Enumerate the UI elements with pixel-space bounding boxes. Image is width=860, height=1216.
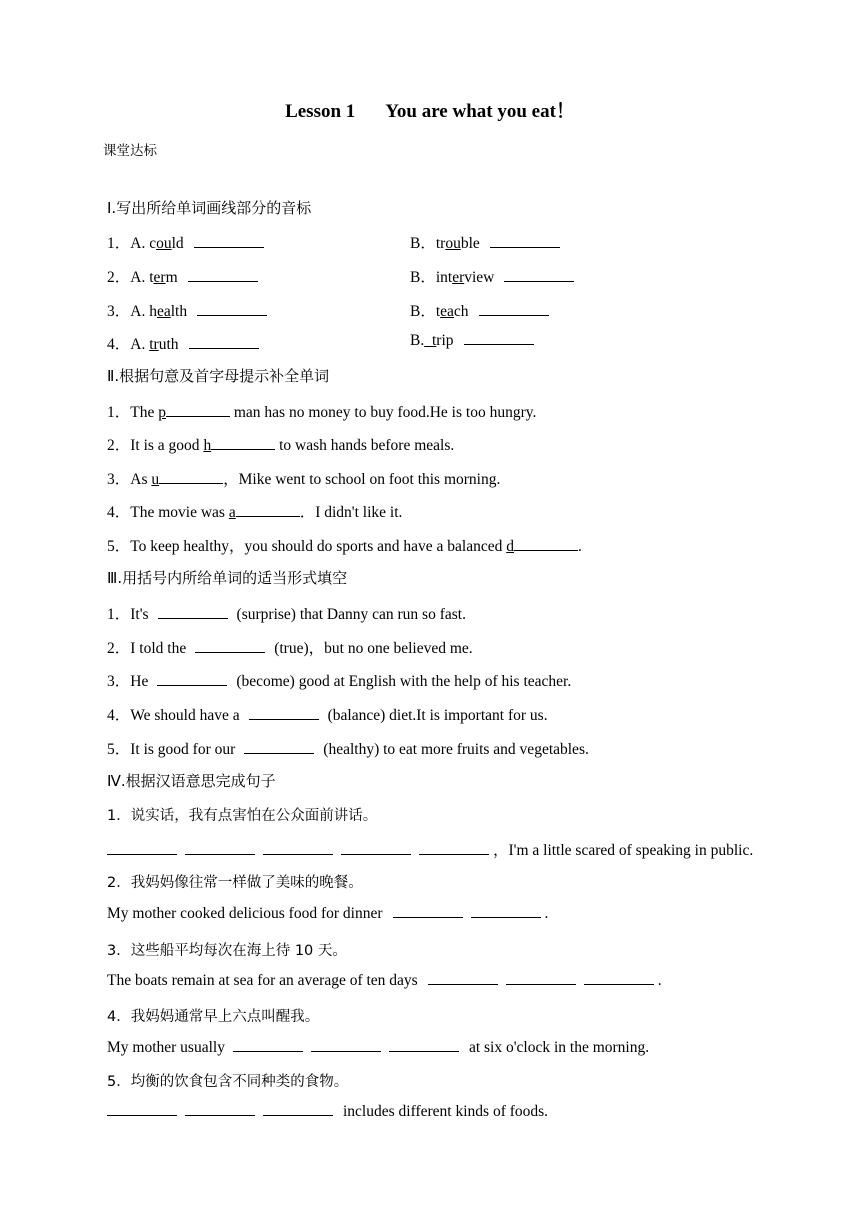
s1-item-1-b: B．trouble <box>410 231 564 253</box>
s4-item-4-english: My mother usually at six o'clock in the morning. <box>107 1039 650 1056</box>
s2-item-1: 1．The p man has no money to buy food.He is too hungry. <box>107 404 537 421</box>
s4-item-2-english: My mother cooked delicious food for dinner . <box>107 905 549 922</box>
s1-item-4-a: 4．A. truth <box>107 332 263 354</box>
s4-item-1-english: ，I'm a little scared of speaking in public. <box>107 838 753 860</box>
lesson-number: Lesson 1 <box>285 101 356 122</box>
s4-item-5-english: includes different kinds of foods. <box>107 1103 548 1121</box>
s1-item-2-b: B．interview <box>410 265 578 287</box>
subtitle: 课堂达标 <box>103 143 157 159</box>
s3-item-1: 1．It's (surprise) that Danny can run so fast. <box>107 606 466 623</box>
s2-item-3: 3．As u ，Mike went to school on foot this morning. <box>107 471 501 488</box>
s4-item-3-english: The boats remain at sea for an average of ten days . <box>107 972 662 989</box>
section-4-heading: Ⅳ.根据汉语意思完成句子 <box>107 772 276 790</box>
page-title <box>0 96 860 123</box>
section-2-heading: Ⅱ.根据句意及首字母提示补全单词 <box>107 367 330 385</box>
s2-item-5: 5．To keep healthy，you should do sports and have a balanced d . <box>107 538 582 555</box>
s1-item-3-b: B．teach <box>410 299 553 321</box>
s1-item-2-a: 2．A. term <box>107 265 262 287</box>
s2-item-2: 2．It is a good h to wash hands before meals. <box>107 437 455 454</box>
s3-item-4: 4．We should have a (balance) diet.It is important for us. <box>107 707 548 724</box>
lesson-topic: You are what you eat！ <box>385 101 575 122</box>
s1-item-4-b: B. trip <box>410 332 538 350</box>
s4-item-5-chinese: 5．均衡的饮食包含不同种类的食物。 <box>107 1074 349 1090</box>
s3-item-3: 3．He (become) good at English with the help of his teacher. <box>107 673 572 690</box>
s1-item-3-a: 3．A. health <box>107 299 271 321</box>
s4-item-1-chinese: 1．说实话，我有点害怕在公众面前讲话。 <box>107 808 378 824</box>
section-3-heading: Ⅲ.用括号内所给单词的适当形式填空 <box>107 569 348 587</box>
s2-item-4: 4．The movie was a ．I didn't like it. <box>107 504 403 521</box>
s1-item-1-a: 1．A. could <box>107 231 268 253</box>
s4-item-3-chinese: 3．这些船平均每次在海上待 10 天。 <box>107 943 347 959</box>
s3-item-2: 2．I told the (true)，but no one believed me. <box>107 640 473 657</box>
section-1-heading: Ⅰ.写出所给单词画线部分的音标 <box>107 199 312 217</box>
s4-item-2-chinese: 2．我妈妈像往常一样做了美味的晚餐。 <box>107 875 363 891</box>
s4-item-4-chinese: 4．我妈妈通常早上六点叫醒我。 <box>107 1009 320 1025</box>
s3-item-5: 5．It is good for our (healthy) to eat more fruits and vegetables. <box>107 741 589 758</box>
